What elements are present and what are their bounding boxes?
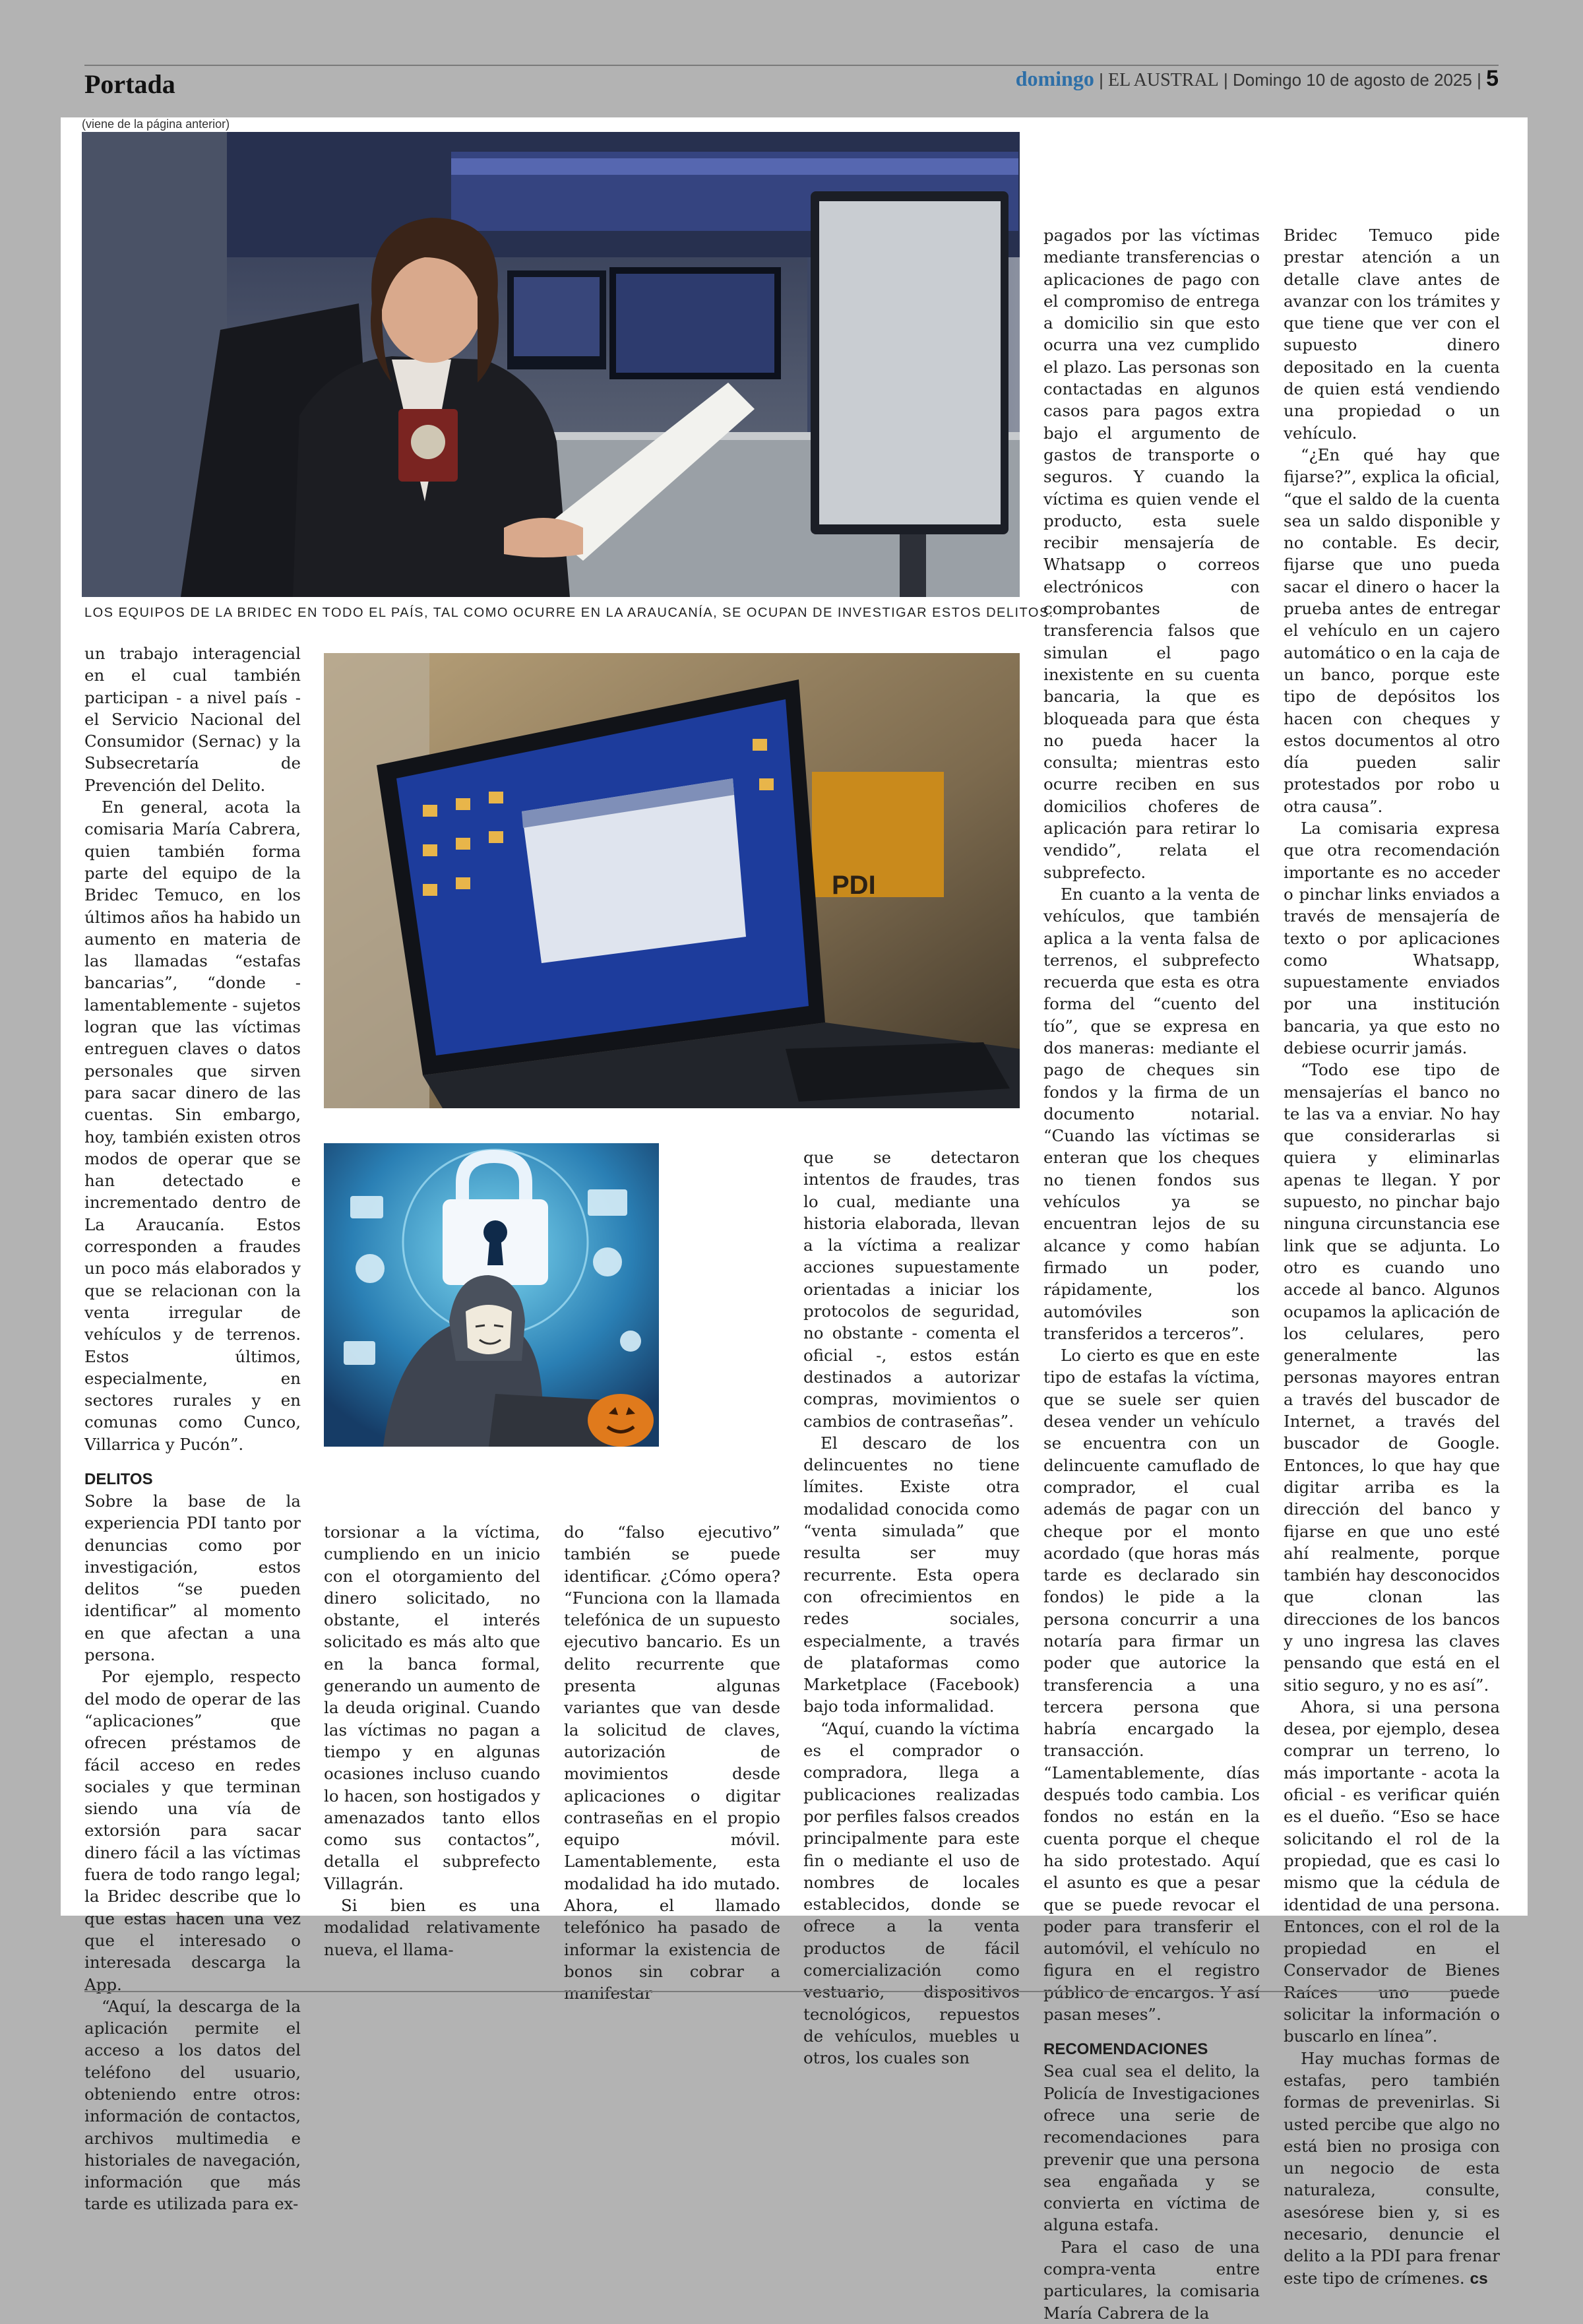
separator: |	[1477, 70, 1487, 90]
paragraph: torsionar a la víctima, cumpliendo en un inicio con el otorgamiento del dinero solicitado, no obstante, el interés solicitado es más alto que en la banca formal, generando un aumento de la deuda original. Cuando las víctimas no pagan a tiempo y en algunas ocasiones incluso cuando lo hacen, son hostigados y amenazados tanto ellos como sus contactos”, detalla el subprefecto Villagrán.	[324, 1523, 540, 1893]
cybercrime-illustration	[324, 1143, 659, 1447]
laptop-photo-illustration	[324, 653, 1020, 1108]
paragraph: “Aquí, cuando la víctima es el comprador o compradora, llega a publicaciones realizadas por perfiles falsos creados principalmente para este fin o mediante el uso de nombres de locales establecidos, donde se ofrece a la venta productos de fácil comercialización como vestuario, dispositivos tecnológicos, repuestos de vehículos, muebles u otros, los cuales son	[803, 1718, 1020, 2068]
paragraph: En general, acota la comisaria María Cabrera, quien también forma parte del equipo de la Bridec Temuco, en los últimos años ha habido un aumento en materia de las llamadas “estafas bancarias”, “donde - lamentablemente - sujetos logran que las víctimas entreguen claves o datos personales que sirven para sacar dinero de las cuentas. Sin embargo, hoy, también existen otros modos de operar que se han detectado e incrementado dentro de La Araucanía. Estos corresponden a fraudes un poco más elaborados y que se relacionan con la venta irregular de vehículos y de terrenos. Estos últimos, especialmente, en sectores rurales y en comunas como Cunco, Villarrica y Pucón”.	[84, 798, 301, 1454]
section-heading-delitos: DELITOS	[84, 1470, 153, 1488]
paragraph: Sea cual sea el delito, la Policía de Investigaciones ofrece una serie de recomendaciones para prevenir que una persona sea engañada y se convierta en víctima de alguna estafa.	[1043, 2061, 1260, 2235]
paragraph: En cuanto a la venta de vehículos, que también aplica a la venta falsa de terrenos, el subprefecto recuerda que esta es otra forma del “cuento del tío”, que se expresa en dos maneras: mediante el pago de cheques sin fondos y la firma de un documento notarial. “Cuando las víctimas se enteran que los cheques no tienen fondos sus vehículos ya se encuentran lejos de su alcance y como habían firmado un poder, rápidamente, los automóviles son transferidos a terceros”.	[1043, 884, 1260, 1343]
section-heading-recomendaciones: RECOMENDACIONES	[1043, 2040, 1208, 2059]
page-number: 5	[1486, 66, 1499, 91]
officer-photo	[82, 132, 1020, 597]
officer-photo-illustration	[82, 132, 1020, 597]
hacker-padlock-illustration	[324, 1143, 659, 1447]
paragraph: do “falso ejecutivo” también se puede identificar. ¿Cómo opera? “Funciona con la llamada telefónica de un supuesto ejecutivo bancario. Es un delito recurrente que presenta algunas variantes que van desde la solicitud de claves, autorización de movimientos desde aplicaciones o digitar contraseñas en el propio equipo móvil. Lamentablemente, esta modalidad ha ido mutado. Ahora, el llamado telefónico ha pasado de informar la existencia de bonos sin cobrar a manifestar	[564, 1523, 780, 2003]
article-column-4	[803, 1146, 1020, 2069]
article-column-5	[1043, 224, 1260, 2324]
paragraph: “Todo ese tipo de mensajerías el banco no te las va a enviar. No hay que considerarlas si quiera y eliminarlas apenas te llegan. Y por supuesto, no pinchar bajo ninguna circunstancia ese link que se adjunta. Lo otro es cuando uno accede al banco. Algunos ocupamos la aplicación de los celulares, pero generalmente las personas mayores entran a través del buscador de Internet, a través del buscador de Google. Entonces, lo que hay que digitar arriba es la dirección del banco y fijarse en que uno esté ahí realmente, porque también hay desconocidos que clonan las direcciones de los bancos y uno ingresa las claves pensando que está en el sitio seguro, y no es así”.	[1284, 1060, 1500, 1695]
paragraph: El descaro de los delincuentes no tiene límites. Existe otra modalidad conocida como “venta simulada” que resulta ser muy recurrente. Esta opera con ofrecimientos en redes sociales, especialmente, a través de plataformas como Marketplace (Facebook) bajo toda informalidad.	[803, 1433, 1020, 1716]
newspaper-name: EL AUSTRAL	[1108, 70, 1219, 90]
paragraph: Ahora, si una persona desea, por ejemplo, desea comprar un terreno, lo más importante - acota la oficial - es verificar quién es el dueño. “Eso se hace solicitando el rol de la propiedad, que es casi lo mismo que la cédula de identidad de una persona. Entonces, con el rol de la propiedad en el Conservador de Bienes Raíces uno puede solicitar la información o buscarlo en línea”.	[1284, 1697, 1500, 2046]
article-column-6	[1284, 224, 1500, 2290]
separator: |	[1224, 70, 1233, 90]
laptop-photo	[324, 653, 1020, 1108]
paragraph: Por ejemplo, respecto del modo de operar de las “aplicaciones” que ofrecen préstamos de fácil acceso en redes sociales y que terminan siendo una vía de extorsión para sacar dinero fácil a las víctimas fuera de todo rango legal; la Bridec describe que lo que estas hacen una vez que el interesado o interesada descarga la App.	[84, 1667, 301, 1994]
photo-caption: LOS EQUIPOS DE LA BRIDEC EN TODO EL PAÍS, TAL COMO OCURRE EN LA ARAUCANÍA, SE OCUPAN DE INVESTIGAR ESTOS DELITOS.	[84, 606, 1054, 620]
paragraph: Bridec Temuco pide prestar atención a un detalle clave antes de avanzar con los trámites y que tiene que ver con el supuesto dinero depositado en la cuenta de quien está vendiendo una propiedad o un vehículo.	[1284, 226, 1500, 443]
paragraph: pagados por las víctimas mediante transferencias o aplicaciones de pago con el compromiso de entrega a domicilio sin que esto ocurra una vez cumplido el plazo. Las personas son contactadas en algunos casos para pagos extra bajo el argumento de gastos de transporte o seguros. Y cuando la víctima es quien vende el producto, esta suele recibir mensajería de Whatsapp o correos electrónicos con comprobantes de transferencia falsos que simulan el pago inexistente en su cuenta bancaria, la que es bloqueada para que ésta no pueda hacer la consulta; mientras esto ocurre reciben en sus domicilios choferes de aplicación para retirar lo vendido”, relata el subprefecto.	[1043, 226, 1260, 882]
paragraph: Si bien es una modalidad relativamente nueva, el llama-	[324, 1896, 540, 1959]
paragraph: un trabajo interagencial en el cual también participan - a nivel país - el Servicio Nacional del Consumidor (Sernac) y la Subsecretaría de Prevención del Delito.	[84, 644, 301, 795]
paragraph: La comisaria expresa que otra recomendación importante es no acceder o pinchar links enviados a través de mensajería de texto o por aplicaciones como Whatsapp, supuestamente enviados por una institución bancaria, ya que esto no debiese ocurrir jamás.	[1284, 819, 1500, 1057]
masthead	[1016, 66, 1499, 92]
paragraph: “Aquí, la descarga de la aplicación permite el acceso a los datos del teléfono del usuario, obteniendo entre otros: información de contactos, archivos multimedia e historiales de navegación, información que más tarde es utilizada para ex-	[84, 1996, 301, 2214]
article-column-1	[84, 643, 301, 2215]
paragraph: “¿En qué hay que fijarse?”, explica la oficial, “que el saldo de la cuenta sea un saldo disponible y no contable. Es decir, fijarse que uno pueda sacar el dinero o hacer la prueba antes de entregar el vehículo en un cajero automático o en la caja de un banco, porque este tipo de depósitos los hacen con cheques y estos documentos al otro día pueden salir protestados por robo u otra causa”.	[1284, 445, 1500, 816]
paragraph: que se detectaron intentos de fraudes, tras lo cual, mediante una historia elaborada, llevan a la víctima a realizar acciones supuestamente orientadas a iniciar los protocolos de seguridad, no obstante - comenta el oficial -, estos están destinados a autorizar compras, movimientos o cambios de contraseñas”.	[803, 1148, 1020, 1431]
issue-date: Domingo 10 de agosto de 2025	[1233, 70, 1472, 90]
paragraph	[1284, 2048, 1500, 2290]
paragraph-text: Hay muchas formas de estafas, pero también formas de prevenirlas. Si usted percibe que algo no está bien no prosiga con un negocio de esta naturaleza, consulte, asesórese bien y, si es necesario, denuncie el delito a la PDI para frenar este tipo de crímenes.	[1284, 2048, 1500, 2288]
section-title: Portada	[84, 69, 175, 99]
paragraph: Para el caso de una compra-venta entre particulares, la comisaria María Cabrera de la	[1043, 2237, 1260, 2323]
end-of-article-mark: cs	[1470, 2269, 1488, 2288]
separator: |	[1099, 70, 1109, 90]
continued-note: (viene de la página anterior)	[82, 117, 230, 131]
article-column-3	[564, 1521, 780, 2005]
footer-rule	[84, 1991, 1499, 1992]
paragraph: Sobre la base de la experiencia PDI tanto por denuncias como por investigación, estos delitos “se pueden identificar” al momento en que afectan a una persona.	[84, 1491, 301, 1665]
brand-name: domingo	[1015, 67, 1094, 90]
pdi-sign-text: PDI	[832, 871, 876, 900]
article-column-2	[324, 1521, 540, 1961]
paragraph: Lo cierto es que en este tipo de estafas la víctima, que se suele ser quien desea vender un vehículo se encuentra con un delincuente camuflado de comprador, el cual además de pagar con un cheque por el monto acordado (que horas más tarde es declarado sin fondos) le pide a la persona concurrir a una notaría para firmar un poder que autorice la transferencia a una tercera persona que habría encargado la transacción. “Lamentablemente, días después todo cambia. Los fondos no están en la cuenta porque el cheque ha sido protestado. Aquí el asunto es que a pesar que se puede revocar el poder para transferir el automóvil, el vehículo no figura en el registro público de encargos. Y así pasan meses”.	[1043, 1346, 1260, 2025]
